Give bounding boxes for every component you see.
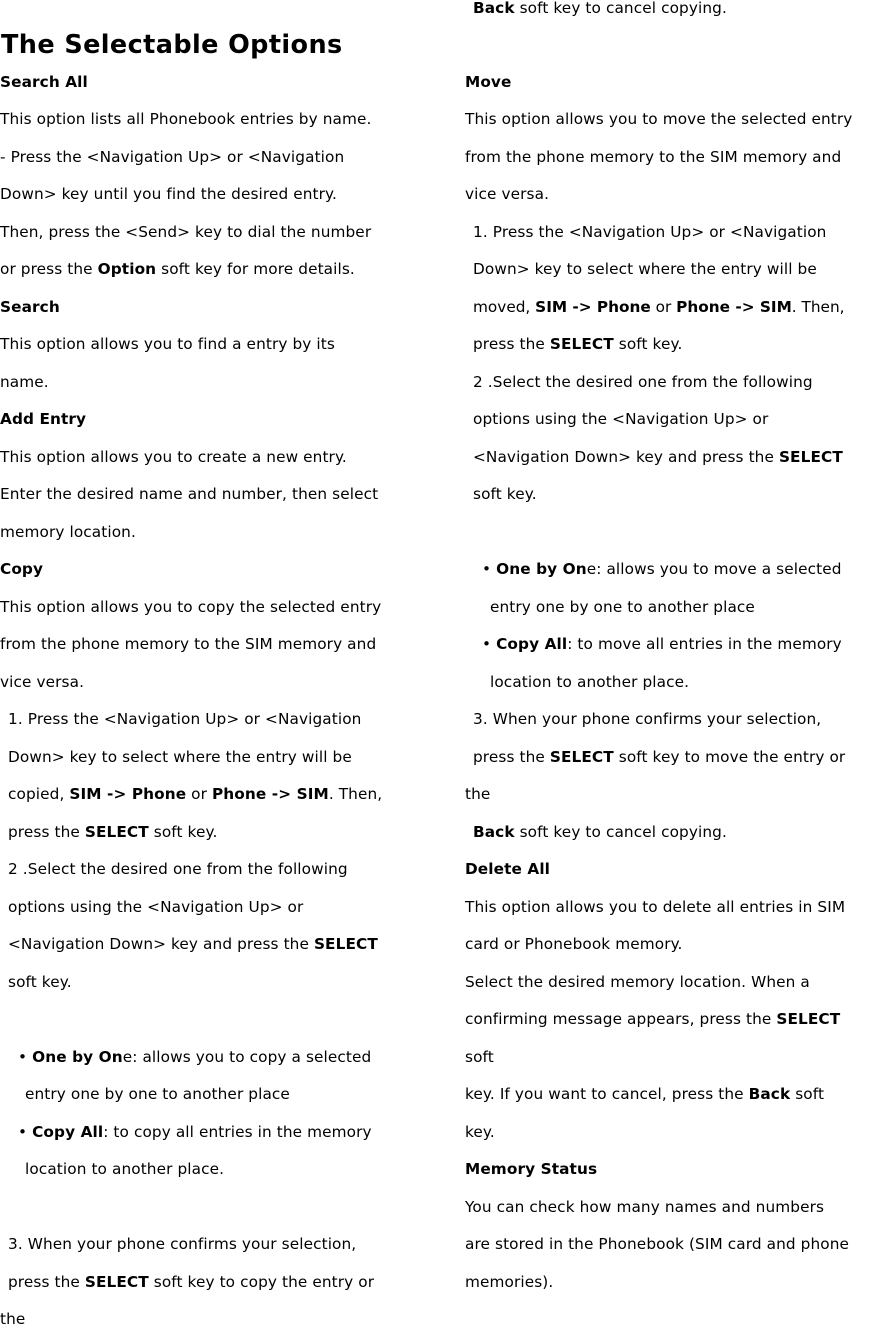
paragraph-line: This option allows you to find a entry by its [0,335,335,353]
paragraph-line: the [0,1310,26,1328]
text-span: <Navigation Down> key and press the [473,448,779,466]
step-line [8,1272,374,1292]
key-name: Back [748,1085,791,1103]
text-span: e: allows you to move a selected [586,560,842,578]
text-span: or press the [0,260,98,278]
key-name: SELECT [776,1010,841,1028]
step-line [473,334,682,354]
paragraph-line: memories). [465,1273,554,1291]
step-line: 3. When your phone confirms your selection, [473,710,822,728]
step-line [473,0,727,18]
paragraph-line: card or Phonebook memory. [465,935,683,953]
section-heading-search: Search [0,298,60,316]
menu-option-name: SIM -> Phone [69,785,187,803]
paragraph-line: This option allows you to delete all entries in SIM [465,898,846,916]
paragraph-line: This option allows you to create a new entry. [0,448,347,466]
key-name: SELECT [549,335,614,353]
section-heading-copy: Copy [0,560,44,578]
option-name: One by On [496,560,587,578]
step-line: 2 .Select the desired one from the following [473,373,813,391]
bullet-continuation: entry one by one to another place [490,598,755,616]
text-span: e: allows you to copy a selected [122,1048,372,1066]
paragraph-line: Enter the desired name and number, then select [0,485,379,503]
bullet-icon: • [18,1048,28,1066]
paragraph-line [0,259,355,279]
step-line: options using the <Navigation Up> or [473,410,769,428]
paragraph-line: the [465,785,491,803]
text-span: soft key for more details. [156,260,355,278]
key-name: SELECT [549,748,614,766]
step-line [473,297,845,317]
section-heading-search-all: Search All [0,73,88,91]
bullet-continuation: entry one by one to another place [25,1085,290,1103]
step-line [473,822,727,842]
bullet-item [18,1122,372,1142]
menu-option-name: Phone -> SIM [676,298,792,316]
step-line [8,934,378,954]
option-name: One by On [32,1048,123,1066]
text-span: soft key to cancel copying. [514,0,727,17]
paragraph-line: Then, press the <Send> key to dial the number [0,223,372,241]
menu-option-name: SIM -> Phone [535,298,651,316]
text-span: or [186,785,212,803]
paragraph-line: from the phone memory to the SIM memory and [465,148,842,166]
key-name: Option [97,260,157,278]
paragraph-line: - Press the <Navigation Up> or <Navigation [0,148,345,166]
text-span: soft key to move the entry or [613,748,846,766]
step-line: 1. Press the <Navigation Up> or <Navigation [473,223,827,241]
step-line: 1. Press the <Navigation Up> or <Navigation [8,710,362,728]
option-name: Copy All [32,1123,104,1141]
paragraph-line: key. [465,1123,495,1141]
text-span: key. If you want to cancel, press the [465,1085,749,1103]
paragraph-line [465,1084,824,1104]
key-name: SELECT [313,935,378,953]
text-span: press the [8,823,85,841]
section-heading-delete-all: Delete All [465,860,551,878]
section-heading-move: Move [465,73,512,91]
text-span: soft key to copy the entry or [148,1273,375,1291]
paragraph-line: This option allows you to move the selected entry [465,110,853,128]
paragraph-line: from the phone memory to the SIM memory and [0,635,377,653]
menu-option-name: Phone -> SIM [211,785,329,803]
text-span: soft [790,1085,825,1103]
bullet-item [482,634,842,654]
text-span: soft key. [613,335,683,353]
step-line: 3. When your phone confirms your selection, [8,1235,357,1253]
text-span: copied, [8,785,70,803]
step-line [473,447,843,467]
page-title: The Selectable Options [1,30,343,60]
step-line: options using the <Navigation Up> or [8,898,304,916]
text-span: : to copy all entries in the memory [103,1123,372,1141]
key-name: SELECT [778,448,843,466]
paragraph-line: memory location. [0,523,136,541]
text-span: moved, [473,298,536,316]
text-span: soft key. [148,823,218,841]
step-line [8,784,382,804]
paragraph-line: Down> key until you find the desired entry. [0,185,337,203]
step-line [8,822,217,842]
bullet-item [18,1047,371,1067]
step-line: Down> key to select where the entry will be [473,260,817,278]
step-line: soft key. [8,973,72,991]
paragraph-line: This option lists all Phonebook entries by name. [0,110,372,128]
paragraph-line: Select the desired memory location. When a [465,973,810,991]
key-name: Back [473,0,515,17]
paragraph-line: are stored in the Phonebook (SIM card and phone [465,1235,850,1253]
section-heading-add-entry: Add Entry [0,410,87,428]
step-line: soft key. [473,485,537,503]
bullet-icon: • [482,635,492,653]
text-span: confirming message appears, press the [465,1010,777,1028]
text-span: : to move all entries in the memory [567,635,842,653]
step-line [473,747,845,767]
text-span: <Navigation Down> key and press the [8,935,314,953]
paragraph-line: soft [465,1048,494,1066]
paragraph-line [465,1009,840,1029]
text-span: . Then, [791,298,845,316]
bullet-item [482,559,842,579]
bullet-icon: • [482,560,492,578]
text-span: press the [473,748,550,766]
option-name: Copy All [496,635,568,653]
step-line: Down> key to select where the entry will be [8,748,352,766]
section-heading-memory-status: Memory Status [465,1160,598,1178]
paragraph-line: name. [0,373,49,391]
key-name: Back [473,823,515,841]
text-span: soft key to cancel copying. [514,823,727,841]
paragraph-line: vice versa. [0,673,85,691]
text-span: press the [8,1273,85,1291]
bullet-continuation: location to another place. [490,673,690,691]
step-line: 2 .Select the desired one from the following [8,860,348,878]
paragraph-line: This option allows you to copy the selected entry [0,598,382,616]
text-span: or [650,298,677,316]
key-name: SELECT [84,823,149,841]
bullet-continuation: location to another place. [25,1160,225,1178]
paragraph-line: You can check how many names and numbers [465,1198,825,1216]
text-span: press the [473,335,550,353]
key-name: SELECT [84,1273,149,1291]
text-span: . Then, [328,785,383,803]
paragraph-line: vice versa. [465,185,550,203]
bullet-icon: • [18,1123,28,1141]
